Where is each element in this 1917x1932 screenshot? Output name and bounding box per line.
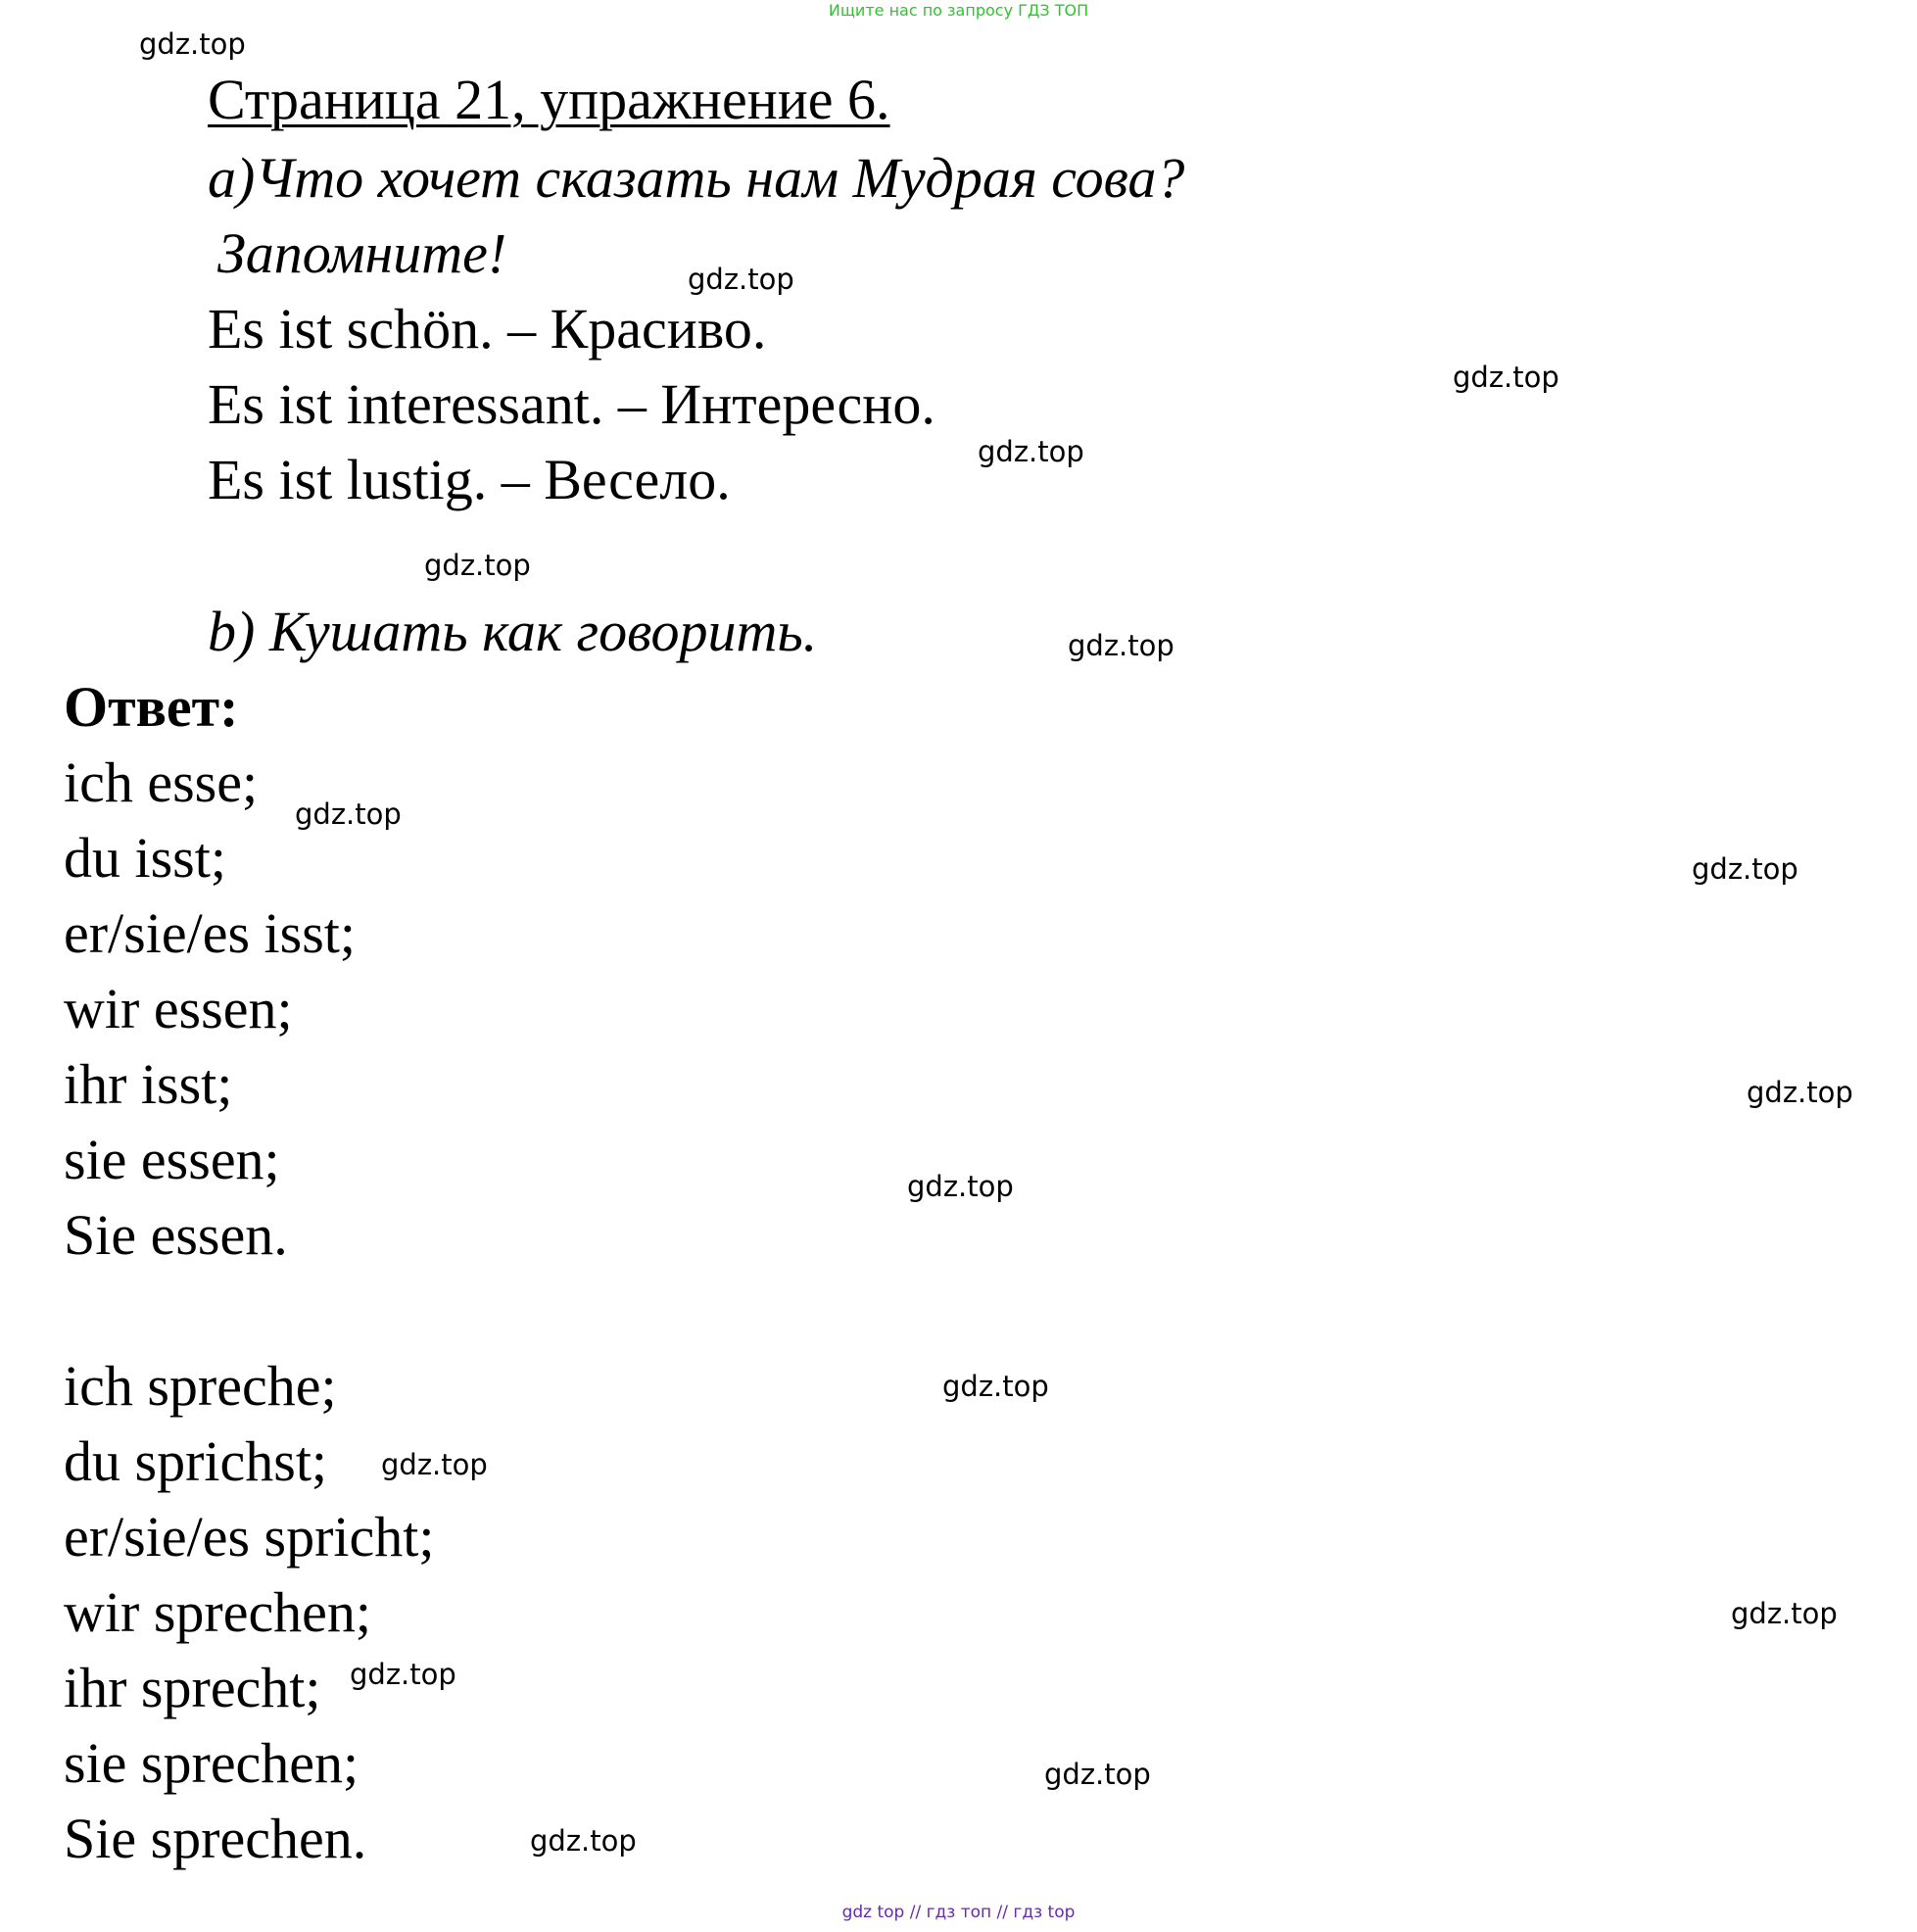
watermark: gdz.top	[139, 27, 246, 61]
conjugation-line: wir essen;	[64, 977, 293, 1040]
remember-note: Запомните!	[217, 221, 507, 285]
search-banner: Ищите нас по запросу ГДЗ ТОП	[828, 1, 1089, 20]
example-line: Es ist interessant. – Интересно.	[208, 372, 935, 436]
watermark: gdz.top	[350, 1658, 456, 1691]
watermark: gdz.top	[1453, 361, 1559, 394]
watermark: gdz.top	[295, 797, 402, 831]
conjugation-line: ihr sprecht;	[64, 1656, 321, 1719]
watermark: gdz.top	[1692, 852, 1798, 886]
watermark: gdz.top	[1731, 1597, 1838, 1630]
watermark: gdz.top	[381, 1448, 488, 1481]
watermark: gdz.top	[942, 1370, 1049, 1403]
watermark: gdz.top	[907, 1170, 1014, 1203]
example-line: Es ist lustig. – Весело.	[208, 448, 731, 511]
watermark: gdz.top	[688, 263, 794, 296]
question-a: a)Что хочет сказать нам Мудрая сова?	[208, 146, 1185, 210]
watermark: gdz.top	[530, 1824, 637, 1858]
conjugation-line: ihr isst;	[64, 1052, 233, 1116]
conjugation-line: er/sie/es spricht;	[64, 1505, 435, 1569]
watermark: gdz.top	[1747, 1076, 1853, 1109]
answer-label: Ответ:	[64, 675, 239, 739]
conjugation-line: Sie sprechen.	[64, 1807, 367, 1870]
watermark: gdz.top	[1068, 629, 1174, 662]
conjugation-line: sie sprechen;	[64, 1731, 359, 1795]
conjugation-line: du sprichst;	[64, 1429, 328, 1493]
conjugation-line: du isst;	[64, 826, 226, 890]
question-b: b) Кушать как говорить.	[208, 600, 818, 663]
conjugation-line: sie essen;	[64, 1128, 280, 1191]
conjugation-line: wir sprechen;	[64, 1580, 372, 1644]
conjugation-line: ich esse;	[64, 750, 259, 814]
conjugation-line: Sie essen.	[64, 1203, 288, 1267]
conjugation-line: ich spreche;	[64, 1354, 337, 1418]
watermark: gdz.top	[424, 549, 531, 582]
watermark: gdz.top	[1044, 1758, 1151, 1791]
conjugation-line: er/sie/es isst;	[64, 901, 357, 965]
footer-links: gdz top // гдз топ // гдз top	[841, 1903, 1076, 1922]
example-line: Es ist schön. – Красиво.	[208, 297, 767, 361]
watermark: gdz.top	[978, 435, 1084, 468]
exercise-title: Страница 21, упражнение 6.	[208, 68, 890, 131]
